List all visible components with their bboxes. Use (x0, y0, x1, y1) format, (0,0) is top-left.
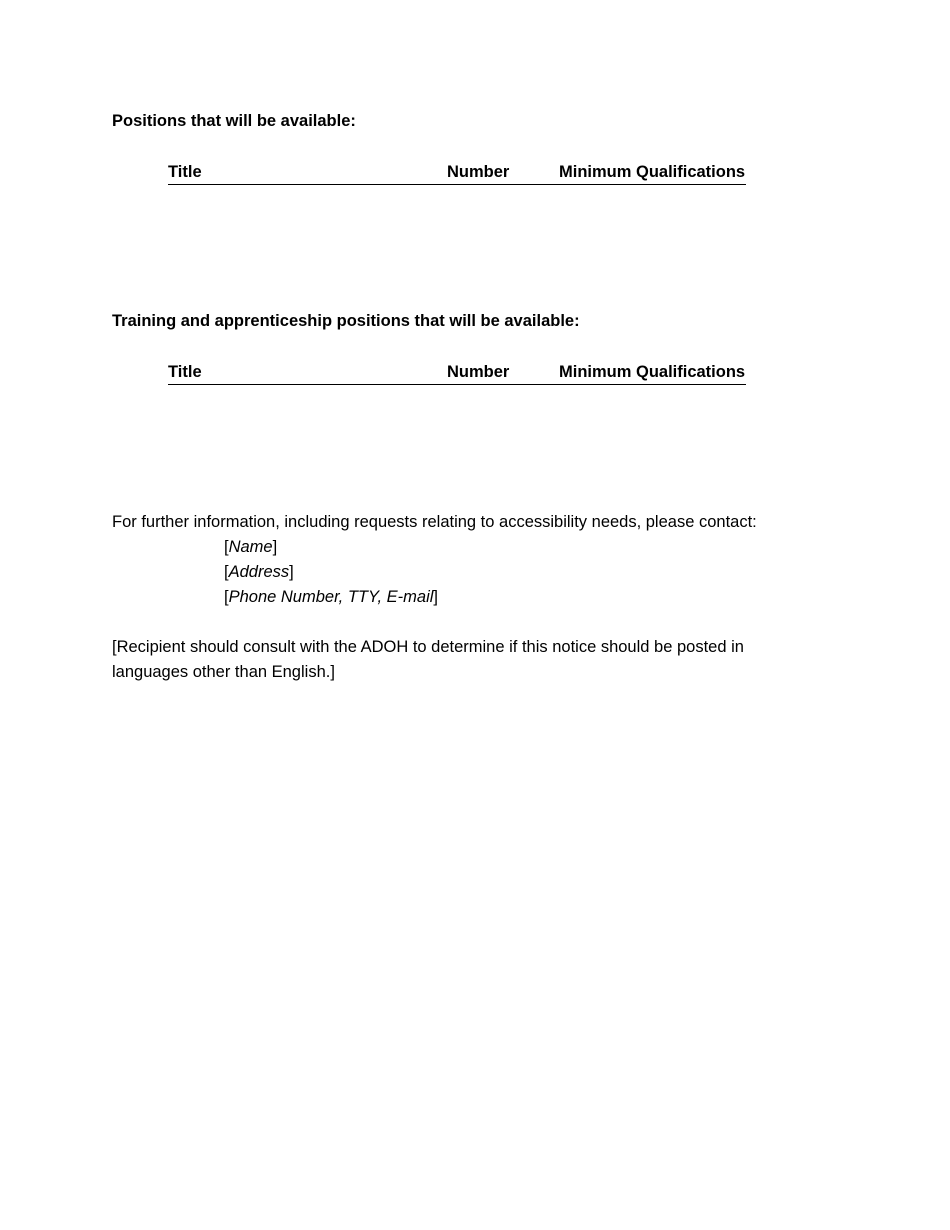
contact-address: [Address] (224, 563, 294, 581)
training-column-number: Number (447, 363, 510, 381)
contact-phone: [Phone Number, TTY, E-mail] (224, 588, 438, 606)
training-column-title: Title (168, 363, 202, 381)
training-column-qualifications: Minimum Qualifications (559, 363, 746, 381)
language-note: [Recipient should consult with the ADOH to determine if this notice should be posted in languages other than English.] (112, 638, 744, 681)
training-table-header (168, 362, 746, 385)
contact-phone-placeholder: Phone Number, TTY, E-mail (228, 588, 434, 606)
contact-address-placeholder: Address (228, 563, 290, 581)
contact-name-placeholder: Name (228, 538, 273, 556)
positions-heading: Positions that will be available: (112, 112, 356, 130)
positions-column-qualifications: Minimum Qualifications (559, 163, 746, 181)
contact-intro: For further information, including requests relating to accessibility needs, please contact: (112, 513, 757, 531)
contact-name: [Name] (224, 538, 278, 556)
positions-column-number: Number (447, 163, 510, 181)
training-heading: Training and apprenticeship positions that will be available: (112, 312, 580, 330)
positions-column-title: Title (168, 163, 202, 181)
positions-table-header (168, 162, 746, 185)
